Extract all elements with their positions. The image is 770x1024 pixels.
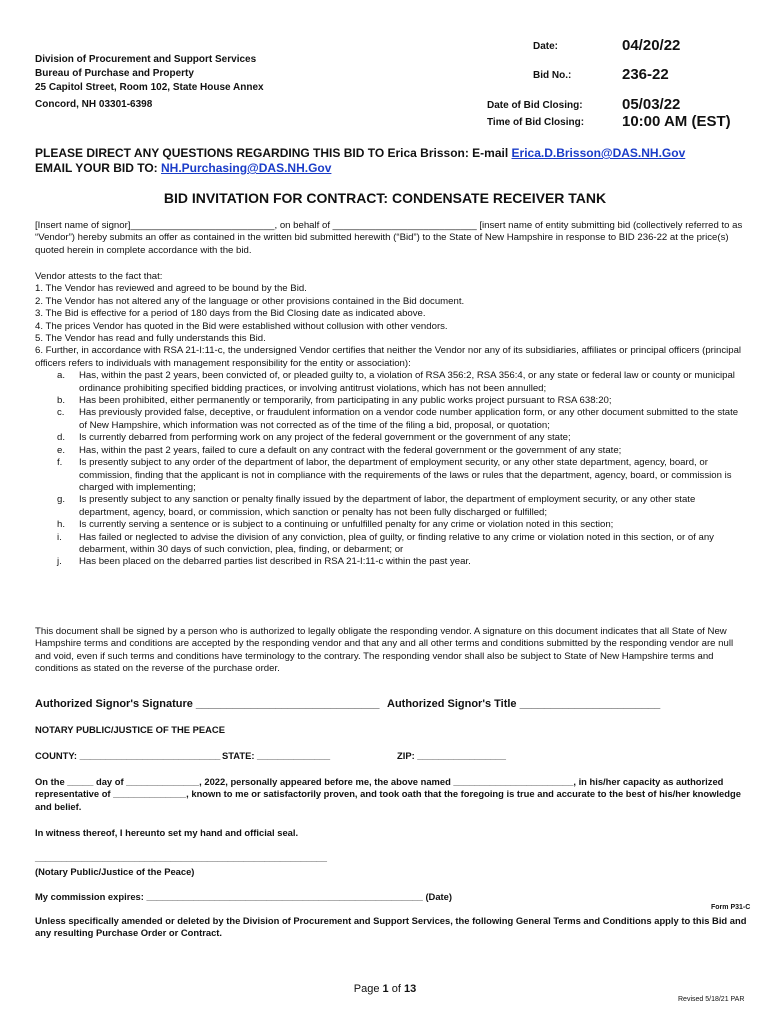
attest-item: 6. Further, in accordance with RSA 21-I:11-c, the undersigned Vendor certifies that neither the Vendor nor any of its subsidiaries, affiliates or principal officers (principal officers refers to individuals with management responsibility for the entity or association): — [35, 345, 742, 369]
zip-field[interactable]: ZIP: _________________ — [397, 750, 506, 761]
page-of: of — [388, 983, 404, 995]
signing-paragraph: This document shall be signed by a person who is authorized to legally obligate the responding vendor. A signature on this document indicates that all State of New Hampshire terms and conditions are accepted by the responding vendor and that any and all other terms and conditions submitted by the responding vendor are null and void, even if such terms and conditions have terminology to the contrary. The responding vendor shall also be subject to State of New Hampshire terms and conditions as stated on the reverse of the purchase order. — [35, 626, 734, 675]
email-bid-text: EMAIL YOUR BID TO: — [35, 161, 162, 175]
form-number: Form P31-C — [711, 904, 751, 911]
email-bid-line — [35, 161, 685, 176]
sub-item-text: Is currently serving a sentence or is subject to a continuing or unfulfilled penalty for any crime or violation noted in this section; — [79, 519, 614, 531]
sub-item-letter: g. — [57, 494, 66, 506]
sub-item — [35, 519, 748, 531]
sub-item-letter: d. — [57, 432, 66, 444]
agency-address — [35, 53, 264, 112]
signor-signature-field[interactable]: Authorized Signor's Signature ______________________________ — [35, 698, 380, 710]
closing-time-value: 10:00 AM (EST) — [622, 113, 731, 130]
notary-signature-line[interactable]: ________________________________________________________ — [35, 852, 327, 863]
sub-item-text: Is currently debarred from performing work on any project of the federal government or the government of any state; — [79, 432, 571, 444]
notary-appearance-text: On the _____ day of ______________, 2022, personally appeared before me, the above named _______________________, in his/her capacity as authorized representative of ______________, known to me or satisfactorily proven, and took oath that the foregoing is true and accurate to the best of his/her knowledge and belief. — [35, 776, 741, 812]
general-terms-text: Unless specifically amended or deleted by the Division of Procurement and Support Services, the following General Terms and Conditions apply to this Bid and any resulting Purchase Order or Contract. — [35, 915, 747, 939]
sub-item-text: Has, within the past 2 years, been convicted of, or pleaded guilty to, a violation of RSA 356:2, RSA 356:4, or any state or federal law or county or municipal ordinance prohibiting specified bidding practices, or involving antitrust violations, which has not been annulled; — [79, 370, 735, 394]
address-line-4: Concord, NH 03301-6398 — [35, 99, 153, 110]
bid-no-value: 236-22 — [622, 66, 669, 83]
sub-item-text: Is presently subject to any order of the department of labor, the department of employment security, or any other state department, agency, board, or commission, finding that the applicant is not in compliance with the requirements of the laws or rules that the department, agency, board, or commission is charged with implementing; — [79, 457, 732, 493]
notary-signature-caption: (Notary Public/Justice of the Peace) — [35, 866, 195, 877]
sub-item-letter: h. — [57, 519, 66, 531]
attest-item: 5. The Vendor has read and fully understands this Bid. — [35, 333, 266, 345]
sub-item — [35, 370, 748, 395]
attest-item: 4. The prices Vendor has quoted in the Bid were established without collusion with other vendors. — [35, 320, 448, 332]
sub-item — [35, 457, 748, 494]
attest-list — [35, 271, 748, 569]
attest-heading: Vendor attests to the fact that: — [35, 271, 163, 282]
sub-item-letter: a. — [57, 370, 66, 382]
submission-email-link[interactable]: NH.Purchasing@DAS.NH.Gov — [161, 161, 332, 175]
intro-paragraph: [Insert name of signor]___________________________, on behalf of ___________________________ [insert name of entity submitting bid (collectively referred to as “Vendor”) hereby submits an offer as contained in the written bid submitted herewith (“Bid”) to the State of New Hampshire in response to BID 236-22 at the price(s) quoted herein in complete accordance with the bid. — [35, 220, 743, 256]
page-prefix: Page — [353, 983, 383, 995]
date-label: Date: — [533, 41, 559, 52]
attest-item: 3. The Bid is effective for a period of 180 days from the Bid Closing date as indicated above. — [35, 308, 426, 320]
sub-item-letter: f. — [57, 457, 63, 469]
closing-date-label: Date of Bid Closing: — [487, 100, 583, 111]
sub-item-letter: b. — [57, 395, 66, 407]
sub-item-text: Has been placed on the debarred parties list described in RSA 21-I:11-c within the past year. — [79, 556, 471, 568]
sub-item-letter: i. — [57, 531, 62, 543]
sub-item-text: Has failed or neglected to advise the division of any conviction, plea of guilty, or finding relative to any crime or violation noted in this section, or of any debarment, within 30 days of such conviction, plea, finding, or debarment; or — [79, 531, 714, 555]
sub-item-text: Has, within the past 2 years, failed to cure a default on any contract with the federal government or the government of any state; — [79, 444, 622, 456]
address-line-3: 25 Capitol Street, Room 102, State House Annex — [35, 82, 264, 93]
commission-expires-field[interactable]: My commission expires: _____________________________________________________ (Date) — [35, 891, 453, 902]
bid-no-label: Bid No.: — [533, 70, 572, 81]
closing-date-value: 05/03/22 — [622, 96, 681, 113]
sub-item — [35, 556, 748, 568]
revision-note: Revised 5/18/21 PAR — [678, 996, 745, 1003]
address-line-2: Bureau of Purchase and Property — [35, 68, 194, 79]
page-indicator — [0, 983, 770, 995]
sub-item — [35, 494, 748, 519]
sub-item-letter: e. — [57, 444, 66, 456]
witness-text: In witness thereof, I hereunto set my hand and official seal. — [35, 827, 299, 838]
sub-item-letter: c. — [57, 407, 65, 419]
sub-item — [35, 532, 748, 557]
page-number: 1 — [382, 983, 389, 995]
sub-item — [35, 432, 748, 444]
signor-title-field[interactable]: Authorized Signor's Title _______________________ — [387, 698, 661, 710]
date-value: 04/20/22 — [622, 37, 681, 54]
questions-line — [35, 146, 685, 161]
contact-email-link[interactable]: Erica.D.Brisson@DAS.NH.Gov — [511, 146, 686, 160]
attest-item: 2. The Vendor has not altered any of the language or other provisions contained in the Bid document. — [35, 295, 465, 307]
sub-item — [35, 407, 748, 432]
attest-item: 1. The Vendor has reviewed and agreed to be bound by the Bid. — [35, 283, 307, 295]
sub-item — [35, 445, 748, 457]
closing-time-label: Time of Bid Closing: — [487, 117, 585, 128]
state-field[interactable]: STATE: ______________ — [222, 750, 331, 761]
address-line-1: Division of Procurement and Support Services — [35, 54, 257, 65]
contact-block — [35, 146, 685, 176]
document-title: BID INVITATION FOR CONTRACT: CONDENSATE RECEIVER TANK — [163, 190, 607, 206]
sub-item-text: Has previously provided false, deceptive, or fraudulent information on a vendor code number application form, or any other document submitted to the state of New Hampshire, which information was not corrected as of the time of the filing a bid, proposal, or quotation; — [79, 407, 739, 431]
questions-text: PLEASE DIRECT ANY QUESTIONS REGARDING THIS BID TO Erica Brisson: E-mail — [35, 146, 512, 160]
sub-item-text: Has been prohibited, either permanently or temporarily, from participating in any public works project pursuant to RSA 638:20; — [79, 395, 612, 407]
page-total: 13 — [403, 983, 417, 995]
sub-item-letter: j. — [57, 556, 62, 568]
notary-heading: NOTARY PUBLIC/JUSTICE OF THE PEACE — [35, 724, 225, 735]
sub-item — [35, 395, 748, 407]
sub-item-text: Is presently subject to any sanction or penalty finally issued by the department of labor, the department of employment security, or any other state department, agency, board, or commission, which sanction or penalty has not been fully discharged or fulfilled; — [79, 494, 696, 518]
county-field[interactable]: COUNTY: ___________________________ — [35, 750, 221, 761]
